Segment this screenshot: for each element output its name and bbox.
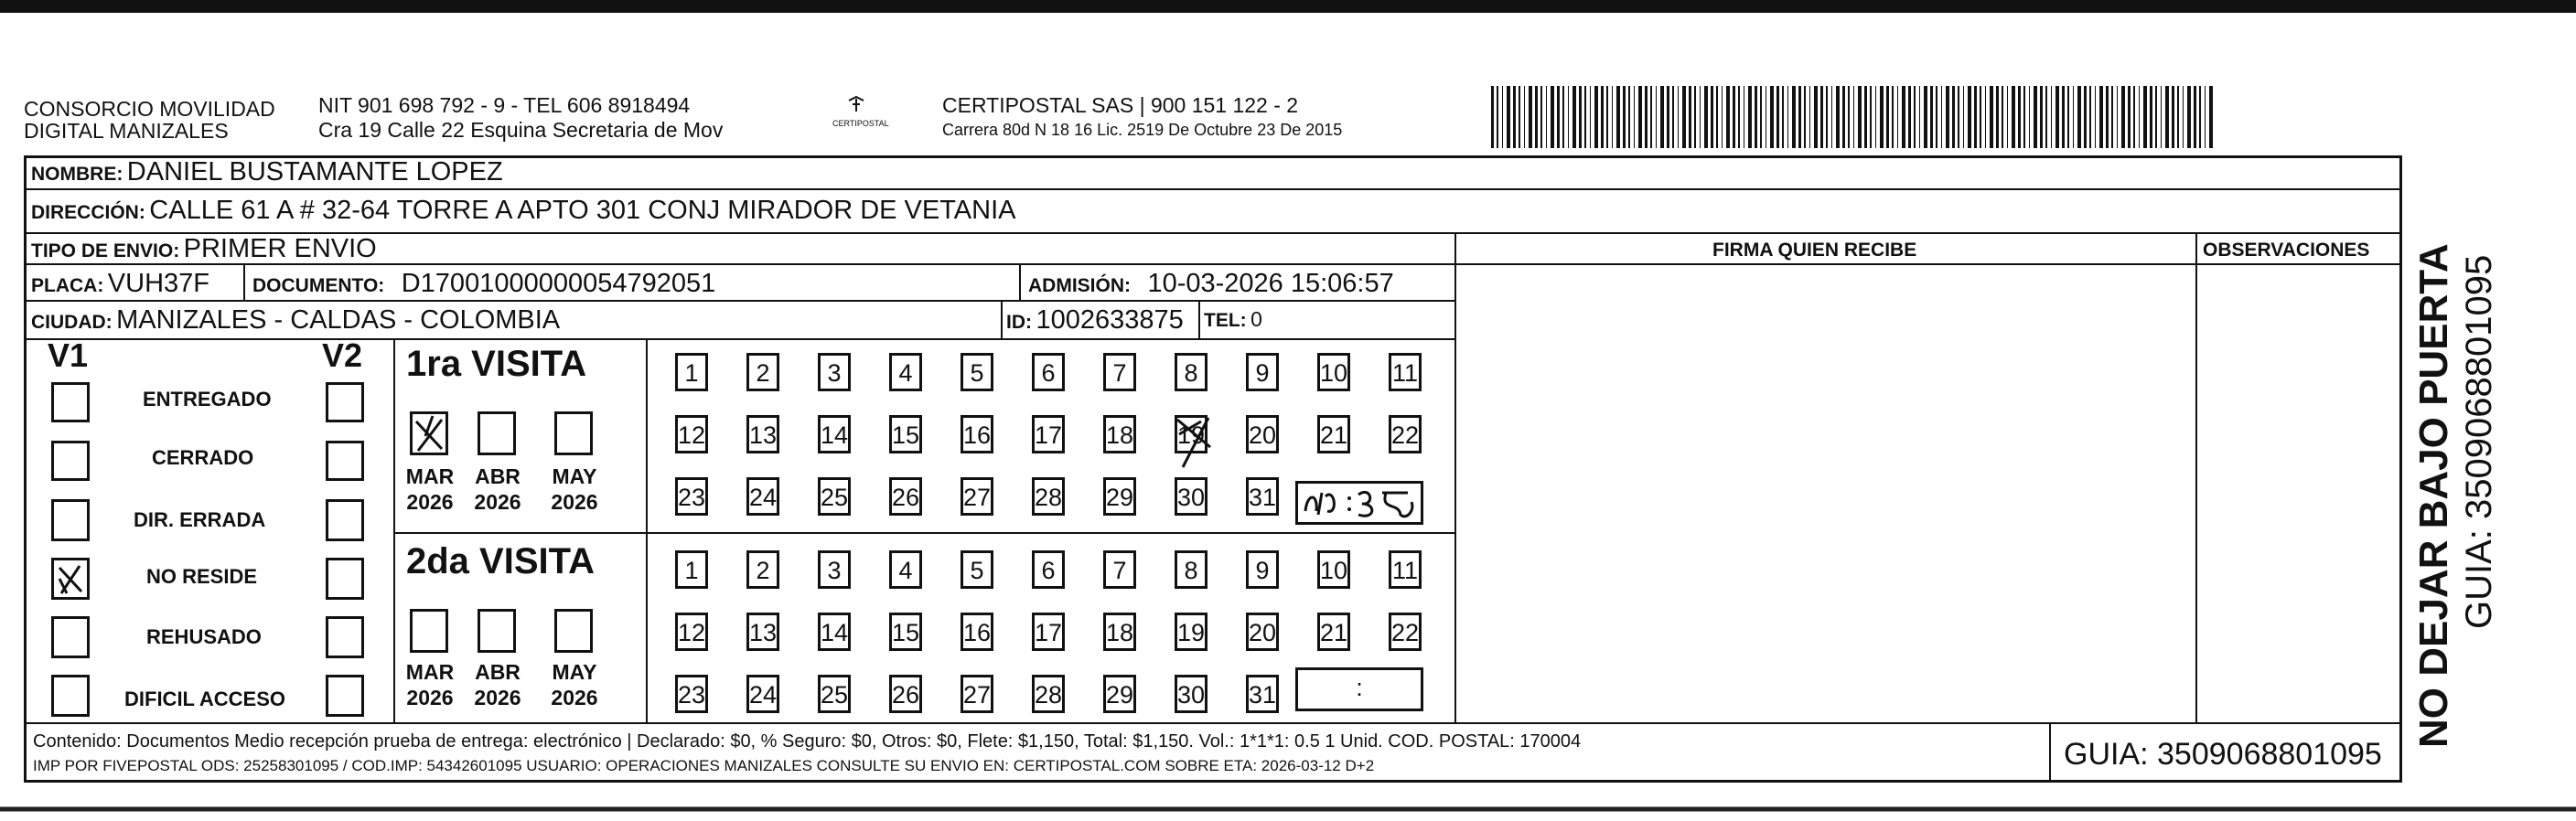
day-box[interactable]: 2: [746, 353, 779, 391]
ciudad-field: [31, 305, 560, 336]
day-box[interactable]: 3: [818, 550, 851, 589]
day-box[interactable]: 28: [1032, 675, 1065, 713]
day-box[interactable]: 21: [1317, 415, 1350, 453]
first-visit-title: 1ra VISITA: [406, 344, 587, 384]
option-label: REHUSADO: [146, 625, 262, 648]
col-divider: [1001, 300, 1003, 338]
footer-content-line: Contenido: Documentos Medio recepción prueba de entrega: electrónico | Declarado: $0, % Seguro: $0, Otros: $0, Flete: $1,150, Total: $1,150. Vol.: 1*1*1: 0.5 1 Unid. COD. POSTAL: 170004: [33, 731, 1582, 752]
v1-dificil-acceso-checkbox[interactable]: [51, 675, 90, 717]
day-box[interactable]: 16: [961, 415, 993, 453]
year-label: 2026: [474, 686, 521, 709]
day-box[interactable]: 9: [1246, 550, 1279, 589]
tel-label: TEL:: [1204, 310, 1247, 331]
col-divider: [1454, 232, 1456, 722]
day-box[interactable]: 24: [746, 477, 779, 516]
v1-cerrado-checkbox[interactable]: [51, 441, 90, 481]
day-box[interactable]: 6: [1032, 550, 1065, 589]
day-box[interactable]: 5: [961, 353, 993, 391]
handwritten-time-icon: [1298, 484, 1421, 522]
first-visit-month-checkbox[interactable]: [554, 411, 593, 455]
day-box[interactable]: 13: [746, 415, 779, 453]
day-box[interactable]: 9: [1246, 353, 1279, 391]
v1-dir-errada-checkbox[interactable]: [51, 499, 90, 541]
option-label: NO RESIDE: [146, 565, 258, 588]
day-box[interactable]: 10: [1317, 550, 1350, 589]
month-label: ABR: [475, 464, 521, 488]
admision-label: ADMISIÓN:: [1028, 275, 1131, 296]
day-box[interactable]: 7: [1103, 550, 1136, 589]
option-label: ENTREGADO: [143, 388, 272, 410]
year-label: 2026: [406, 490, 454, 514]
v1-no-reside-checkbox[interactable]: [51, 558, 90, 600]
row-divider: [24, 300, 1454, 302]
year-label: 2026: [406, 686, 454, 709]
option-label: CERRADO: [152, 446, 254, 469]
day-box[interactable]: 22: [1389, 613, 1422, 651]
documento-field: [252, 269, 715, 299]
day-box[interactable]: 12: [675, 415, 708, 453]
nombre-label: NOMBRE:: [31, 164, 123, 185]
day-box[interactable]: 18: [1103, 613, 1136, 651]
certipostal-logo: [823, 95, 896, 141]
v2-dir-errada-checkbox[interactable]: [326, 499, 364, 541]
day-box[interactable]: 16: [961, 613, 993, 651]
second-visit-month-checkbox[interactable]: [478, 609, 516, 653]
v2-dificil-acceso-checkbox[interactable]: [326, 675, 364, 717]
day-box[interactable]: 24: [746, 675, 779, 713]
day-box[interactable]: 15: [889, 613, 922, 651]
col-divider: [646, 338, 648, 722]
company-nit: NIT 901 698 792 - 9 - TEL 606 8918494: [318, 93, 691, 117]
admision-value: 10-03-2026 15:06:57: [1147, 269, 1394, 298]
id-value: 1002633875: [1036, 305, 1184, 335]
nombre-value: DANIEL BUSTAMANTE LOPEZ: [126, 157, 503, 187]
second-visit-month-checkbox[interactable]: [554, 609, 593, 653]
day-box[interactable]: 12: [675, 613, 708, 651]
nombre-field: [31, 157, 503, 187]
day-box[interactable]: 8: [1175, 353, 1208, 391]
month-label: MAY: [552, 464, 597, 488]
tipo-envio-label: TIPO DE ENVIO:: [31, 240, 180, 261]
day-box[interactable]: 23: [675, 477, 708, 516]
option-label: DIR. ERRADA: [134, 508, 266, 531]
v2-entregado-checkbox[interactable]: [326, 382, 364, 422]
day-box[interactable]: 28: [1032, 477, 1065, 516]
day-box[interactable]: 1: [675, 550, 708, 589]
row-divider: [1454, 263, 2402, 265]
day-box[interactable]: 26: [889, 477, 922, 516]
company-name-line2: DIGITAL MANIZALES: [24, 119, 229, 143]
day-box[interactable]: 27: [961, 675, 993, 713]
check-mark-icon: [54, 560, 87, 597]
month-label: MAY: [552, 660, 597, 684]
placa-value: VUH37F: [107, 269, 209, 298]
option-label: DIFICIL ACCESO: [124, 688, 286, 710]
ciudad-label: CIUDAD:: [31, 312, 113, 333]
day-box[interactable]: 20: [1246, 415, 1279, 453]
footer-guia: GUIA: 3509068801095: [2064, 737, 2382, 772]
col-divider: [393, 338, 395, 722]
logo-text: CERTIPOSTAL: [832, 119, 889, 128]
day-box[interactable]: 22: [1389, 415, 1422, 453]
day-box[interactable]: 14: [818, 415, 851, 453]
col-divider: [1019, 263, 1021, 300]
tel-value: 0: [1250, 307, 1262, 331]
day-box[interactable]: 7: [1103, 353, 1136, 391]
top-edge-band: [0, 0, 2576, 13]
month-label: MAR: [405, 660, 455, 684]
month-label: MAR: [405, 464, 455, 488]
side-guia: GUIA: 3509068801095: [2459, 254, 2499, 629]
day-box[interactable]: 17: [1032, 613, 1065, 651]
month-label: ABR: [475, 660, 521, 684]
second-visit-month-checkbox[interactable]: [410, 609, 448, 653]
row-divider: [24, 338, 1454, 340]
day-box[interactable]: 4: [889, 353, 922, 391]
form-frame: [24, 155, 2402, 783]
day-box[interactable]: 19: [1175, 613, 1208, 651]
second-visit-time-box[interactable]: :: [1295, 667, 1423, 711]
col-divider: [2195, 232, 2197, 722]
placa-label: PLACA:: [31, 275, 104, 296]
barcode: [1491, 86, 2214, 148]
day-box[interactable]: 31: [1246, 477, 1279, 516]
day-box[interactable]: 21: [1317, 613, 1350, 651]
day-box[interactable]: 19: [1175, 415, 1208, 453]
direccion-label: DIRECCIÓN:: [31, 202, 145, 223]
year-label: 2026: [474, 490, 521, 514]
col-divider: [243, 263, 245, 300]
day-box[interactable]: 20: [1246, 613, 1279, 651]
first-visit-month-checkbox[interactable]: [478, 411, 516, 455]
day-mark-icon: [1174, 414, 1218, 469]
day-box[interactable]: 26: [889, 675, 922, 713]
col-divider: [2049, 722, 2051, 783]
day-box[interactable]: 15: [889, 415, 922, 453]
day-box[interactable]: 11: [1389, 353, 1422, 391]
col-divider: [1198, 300, 1200, 338]
documento-label: DOCUMENTO:: [252, 275, 385, 296]
v1-label: V1: [48, 336, 89, 374]
direccion-value: CALLE 61 A # 32-64 TORRE A APTO 301 CONJ MIRADOR DE VETANIA: [149, 196, 1016, 225]
day-box[interactable]: 8: [1175, 550, 1208, 589]
placa-field: [31, 269, 209, 299]
check-mark-icon: [413, 414, 445, 453]
day-box[interactable]: 11: [1389, 550, 1422, 589]
day-box[interactable]: 3: [818, 353, 851, 391]
documento-value: D17001000000054792051: [401, 269, 716, 298]
footer-divider: [24, 722, 2402, 724]
day-box[interactable]: 1: [675, 353, 708, 391]
day-box[interactable]: 29: [1103, 477, 1136, 516]
day-box[interactable]: 30: [1175, 675, 1208, 713]
row-divider: [24, 232, 2402, 234]
tel-field: [1204, 307, 1262, 332]
admision-field: [1028, 269, 1394, 299]
v2-rehusado-checkbox[interactable]: [326, 616, 364, 658]
id-field: [1006, 305, 1184, 336]
v2-cerrado-checkbox[interactable]: [326, 441, 364, 481]
v2-label: V2: [322, 336, 363, 374]
day-box[interactable]: 17: [1032, 415, 1065, 453]
row-divider: [24, 188, 2402, 190]
footer-print-line: IMP POR FIVEPOSTAL ODS: 25258301095 / COD.IMP: 54342601095 USUARIO: OPERACIONES MANIZALES CONSULTE SU ENVIO EN: CERTIPOSTAL.COM SOBRE ETA: 2026-03-12 D+2: [33, 757, 1375, 774]
day-box[interactable]: 31: [1246, 675, 1279, 713]
day-box[interactable]: 6: [1032, 353, 1065, 391]
tipo-envio-field: [31, 234, 377, 264]
day-box[interactable]: 23: [675, 675, 708, 713]
day-box[interactable]: 25: [818, 477, 851, 516]
certipostal-name: CERTIPOSTAL SAS | 900 151 122 - 2: [942, 93, 1299, 117]
day-box[interactable]: 25: [818, 675, 851, 713]
day-box[interactable]: 29: [1103, 675, 1136, 713]
day-box[interactable]: 30: [1175, 477, 1208, 516]
day-box[interactable]: 27: [961, 477, 993, 516]
day-box[interactable]: 10: [1317, 353, 1350, 391]
day-box[interactable]: 2: [746, 550, 779, 589]
second-visit-title: 2da VISITA: [406, 541, 595, 581]
first-visit-time-box[interactable]: [1295, 481, 1423, 525]
visit-divider: [393, 532, 1454, 534]
tipo-envio-value: PRIMER ENVIO: [183, 234, 377, 263]
day-box[interactable]: 18: [1103, 415, 1136, 453]
side-warning: NO DEJAR BAJO PUERTA: [2411, 243, 2456, 748]
bottom-edge: [0, 797, 2576, 821]
firma-label: FIRMA QUIEN RECIBE: [1712, 240, 1917, 261]
v2-no-reside-checkbox[interactable]: [326, 558, 364, 600]
company-name-line1: CONSORCIO MOVILIDAD: [24, 97, 275, 121]
day-box[interactable]: 4: [889, 550, 922, 589]
year-label: 2026: [551, 686, 598, 709]
id-label: ID:: [1006, 312, 1032, 333]
company-address: Cra 19 Calle 22 Esquina Secretaria de Mov: [318, 118, 724, 142]
v1-entregado-checkbox[interactable]: [51, 382, 90, 422]
first-visit-month-checkbox[interactable]: [410, 411, 448, 455]
day-box[interactable]: 5: [961, 550, 993, 589]
certipostal-address: Carrera 80d N 18 16 Lic. 2519 De Octubre 23 De 2015: [942, 121, 1343, 139]
ciudad-value: MANIZALES - CALDAS - COLOMBIA: [116, 305, 561, 335]
day-box[interactable]: 13: [746, 613, 779, 651]
v1-rehusado-checkbox[interactable]: [51, 616, 90, 658]
year-label: 2026: [551, 490, 598, 514]
observaciones-label: OBSERVACIONES: [2203, 240, 2370, 261]
day-box[interactable]: 14: [818, 613, 851, 651]
direccion-field: [31, 196, 1015, 226]
